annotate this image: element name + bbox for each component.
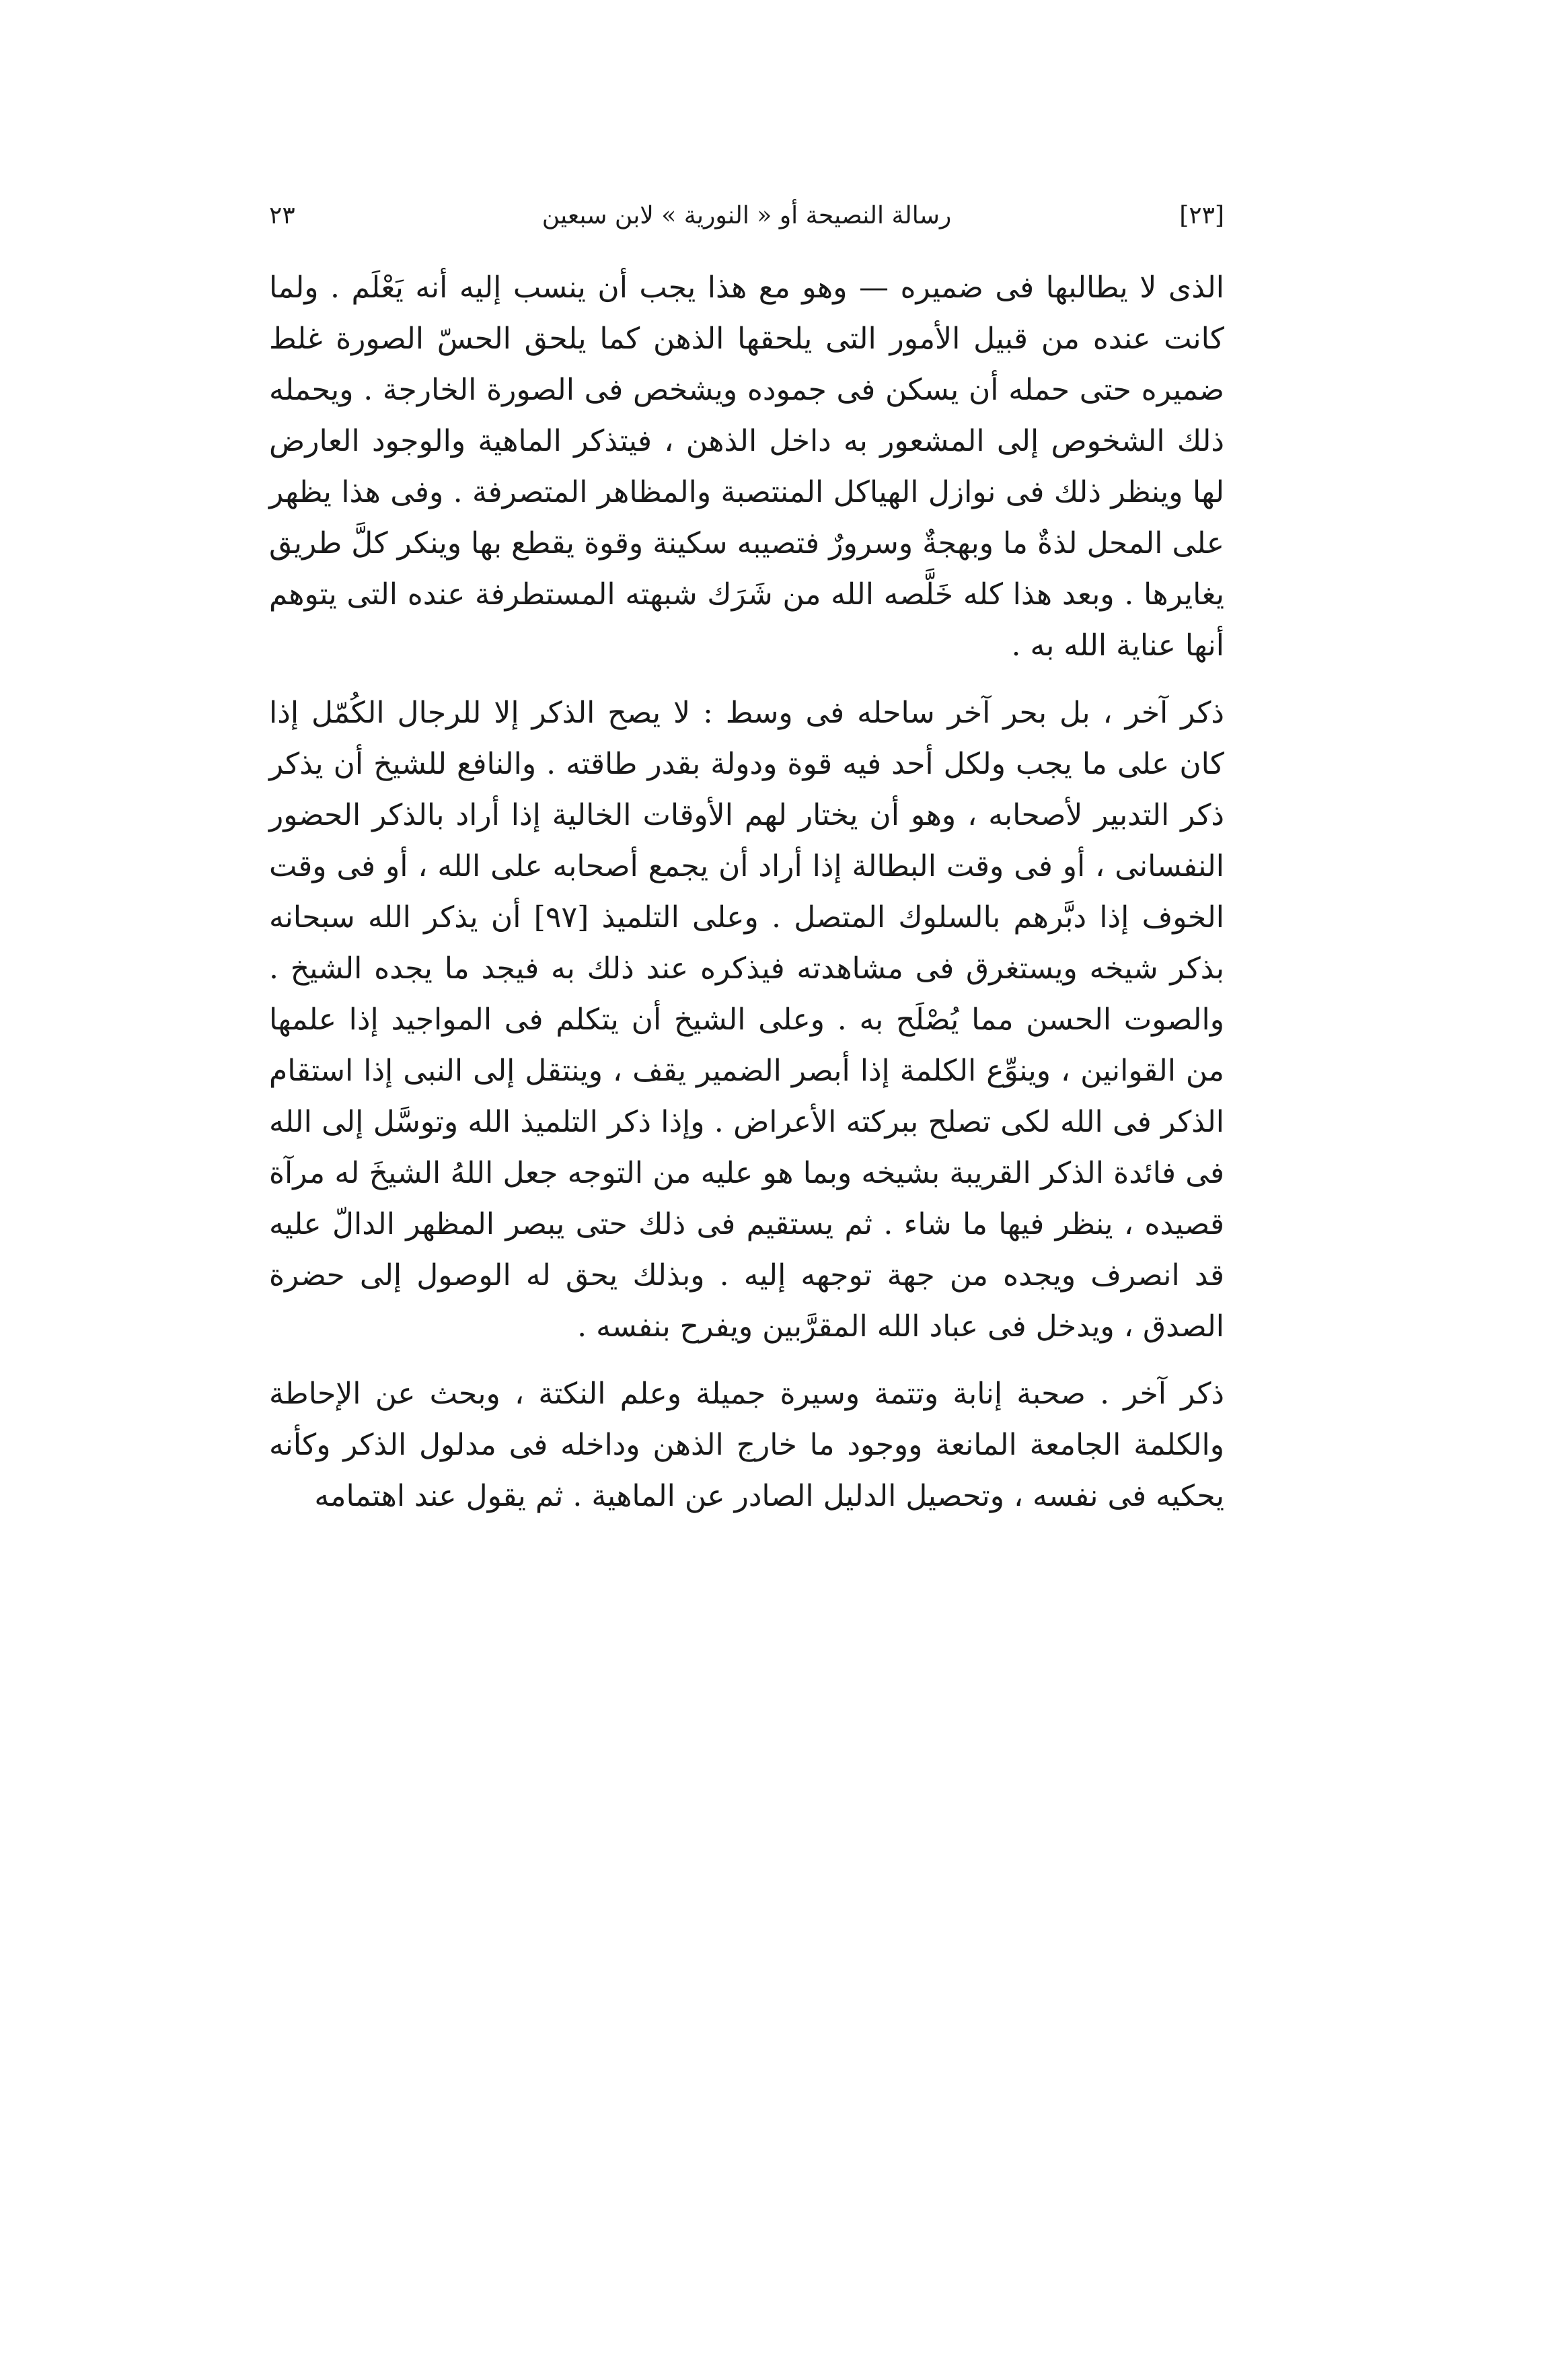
- paragraph-3: ذكر آخر . صحبة إنابة وتتمة وسيرة جميلة وعلم النكتة ، وبحث عن الإحاطة والكلمة الجامعة المانعة ووجود ما خارج الذهن وداخله فى مدلول الذكر وكأنه يحكيه فى نفسه ، وتحصيل الدليل الصادر عن الماهية . ثم يقول عند اهتمامه: [269, 1377, 1224, 1513]
- paragraph-1: الذى لا يطالبها فى ضميره — وهو مع هذا يجب أن ينسب إليه أنه يَعْلَم . ولما كانت عنده من قبيل الأمور التى يلحقها الذهن كما يلحق الحسّ الصورة غلط ضميره حتى حمله أن يسكن فى جموده ويشخص فى الصورة الخارجة . ويحمله ذلك الشخوص إلى المشعور به داخل الذهن ، فيتذكر الماهية والوجود العارض لها وينظر ذلك فى نوازل الهياكل المنتصبة والمظاهر المتصرفة . وفى هذا يظهر على المحل لذةٌ ما وبهجةٌ وسرورٌ فتصيبه سكينة وقوة يقطع بها وينكر كلَّ طريق يغايرها . وبعد هذا كله خَلَّصه الله من شَرَك شبهته المستطرفة عنده التى يتوهم أنها عناية الله به .: [269, 270, 1224, 663]
- page-header: [269, 202, 1224, 242]
- body-text: [269, 262, 1224, 1538]
- paragraph-2: ذكر آخر ، بل بحر آخر ساحله فى وسط : لا يصح الذكر إلا للرجال الكُمّل إذا كان على ما يجب ولكل أحد فيه قوة ودولة بقدر طاقته . والنافع للشيخ أن يذكر ذكر التدبير لأصحابه ، وهو أن يختار لهم الأوقات الخالية إذا أراد بالذكر الحضور النفسانى ، أو فى وقت البطالة إذا أراد أن يجمع أصحابه على الله ، أو فى وقت الخوف إذا دبَّرهم بالسلوك المتصل . وعلى التلميذ [٩٧] أن يذكر الله سبحانه بذكر شيخه ويستغرق فى مشاهدته فيذكره عند ذلك به فيجد ما يجده الشيخ . والصوت الحسن مما يُصْلَح به . وعلى الشيخ أن يتكلم فى المواجيد إذا علمها من القوانين ، وينوِّع الكلمة إذا أبصر الضمير يقف ، وينتقل إلى النبى إذا استقام الذكر فى الله لكى تصلح ببركته الأعراض . وإذا ذكر التلميذ الله وتوسَّل إلى الله فى فائدة الذكر القريبة بشيخه وبما هو عليه من التوجه جعل اللهُ الشيخَ له مرآة قصيده ، ينظر فيها ما شاء . ثم يستقيم فى ذلك حتى يبصر المظهر الدالّ عليه قد انصرف ويجده من جهة توجهه إليه . وبذلك يحق له الوصول إلى حضرة الصدق ، ويدخل فى عباد الله المقرَّبين ويفرح بنفسه .: [269, 696, 1225, 1344]
- section-reference: [٢٣]: [1179, 202, 1224, 229]
- running-title: رسالة النصيحة أو « النورية » لابن سبعين: [542, 202, 952, 229]
- page-number: ٢٣: [269, 202, 295, 229]
